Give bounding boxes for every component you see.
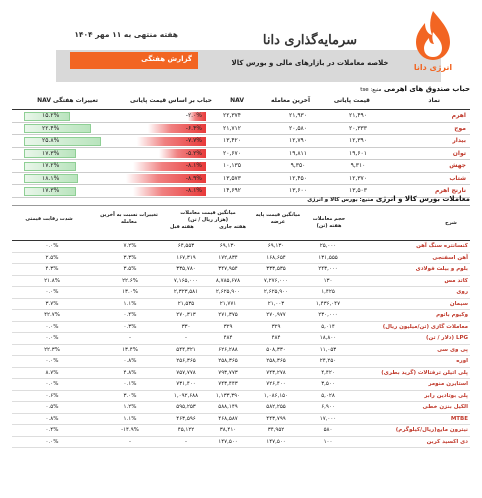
commodity-name: روی (456, 289, 468, 295)
base-price: ۳۲۹ (271, 323, 281, 330)
last-trade: ۱۲,۷۹۰ (288, 137, 308, 144)
competition-intensity: ۰.۰% (45, 243, 59, 249)
col-change (98, 212, 160, 226)
table-row (12, 322, 470, 334)
report-subtitle: خلاصه معاملات در بازارهای مالی و بورس کالا (231, 59, 389, 67)
nav-change-percent: ۱۵.۲% (42, 112, 60, 119)
avg-price-prev-week: ۲۱,۵۳۵ (177, 300, 195, 307)
base-price: ۲۵۸,۳۶۵ (266, 358, 286, 364)
close-price: ۱۲,۳۹۰ (348, 137, 368, 144)
volume-value: ۲۳۰,۰۰۰ (318, 312, 338, 318)
volume-value: ۱,۴۲۵ (321, 289, 335, 295)
commodity-name: MTBE (450, 415, 468, 422)
avg-price-this-week: ۲۷۱,۳۷۵ (218, 312, 238, 318)
nav-change-percent: ۲۲.۴% (42, 124, 60, 132)
avg-price-this-week: ۱۷۲,۸۳۴ (218, 254, 238, 261)
bubble-percent: -۸.۱% (185, 187, 202, 194)
price-change: ۱.۱% (123, 415, 137, 422)
funds-source: منبع: tse (360, 87, 382, 93)
table-row (12, 173, 470, 186)
price-change: ۷.۲% (123, 243, 137, 249)
table-row (12, 160, 470, 173)
price-change: -۱۴.۹% (121, 427, 139, 433)
price-change: ۰.۱% (123, 381, 137, 387)
table-row (12, 276, 470, 288)
table-row (12, 299, 470, 311)
commodity-table (12, 205, 470, 448)
close-price: ۹,۳۱۰ (350, 162, 366, 169)
commodity-name: استایرن منومر (428, 381, 468, 387)
competition-intensity: ۰.۴% (45, 427, 59, 433)
base-price: ۱۶۸,۶۵۴ (266, 254, 286, 261)
fund-symbol: توان (452, 149, 466, 157)
fund-symbol: جهش (449, 162, 466, 169)
col-bubble: حباب بر اساس قیمت پایانی (130, 97, 212, 104)
competition-intensity: ۲۱.۸% (44, 277, 60, 284)
close-price: ۲۱,۴۹۰ (348, 112, 368, 119)
nav-change-percent: ۱۷.۳% (42, 149, 60, 157)
table-row (12, 264, 470, 276)
avg-price-prev-week: ۶۴,۵۵۳ (177, 243, 195, 249)
commodity-title: معاملات بورس کالا و انرژی (375, 195, 470, 203)
volume-value: ۱۷,۰۰۰ (319, 415, 337, 422)
volume-value: ۱۳۱,۵۵۵ (318, 254, 338, 261)
avg-price-prev-week: ۷۳۱,۴۰۰ (176, 381, 196, 387)
funds-table-header (12, 94, 470, 110)
commodity-name: الکیل بنزن خطی (422, 404, 468, 410)
col-volume (306, 216, 352, 230)
bubble-percent: -۵.۲% (185, 149, 202, 157)
base-price: ۴۴۳,۷۹۹ (266, 415, 286, 422)
competition-intensity: ۰.۰% (45, 358, 59, 364)
avg-price-this-week: ۸,۷۸۵,۶۷۸ (215, 277, 241, 284)
competition-intensity: ۴.۳% (45, 266, 59, 272)
fund-symbol: بیدار (452, 137, 466, 144)
commodity-name: LPG (دلار / تن) (426, 335, 468, 341)
base-price: ۷,۲۷۶,۰۰۰ (263, 277, 289, 284)
col-avg-trade-label: میانگین قیمت معاملات (180, 210, 236, 216)
table-row (12, 356, 470, 368)
avg-price-prev-week: - (185, 335, 187, 341)
table-row (12, 310, 470, 322)
nav-value: ۱۰,۱۳۵ (222, 162, 242, 169)
table-row (12, 345, 470, 357)
volume-value: ۵,۰۱۴ (321, 323, 335, 330)
funds-title: حباب صندوق های اهرمی (383, 85, 470, 93)
base-price: ۲,۶۲۵,۹۰۰ (263, 289, 289, 295)
volume-value: ۲۴,۲۵۰ (319, 358, 337, 364)
bubble-percent: -۷.۷% (185, 137, 202, 144)
close-price: ۲۰,۳۳۳ (348, 124, 368, 132)
fund-symbol: اهرم (451, 112, 466, 119)
price-change: ۴.۸% (123, 369, 137, 376)
commodity-name: اوره (456, 358, 468, 364)
volume-value: ۴,۴۲۰ (321, 369, 335, 376)
competition-intensity: ۰.۵% (45, 404, 59, 410)
avg-price-this-week: ۴۸۴ (223, 335, 233, 341)
nav-value: ۲۲,۳۷۴ (222, 112, 242, 119)
table-row (12, 402, 470, 414)
price-change: ۱.۲% (123, 404, 137, 410)
price-change: ۱.۱% (123, 300, 137, 307)
avg-price-prev-week: ۱,۰۹۲,۶۸۸ (173, 392, 199, 399)
logo-text: انرژی دانا (413, 63, 453, 72)
last-trade: ۹,۳۵۰ (290, 162, 306, 169)
competition-intensity: ۰.۶% (45, 392, 59, 399)
avg-price-this-week: ۶۹,۱۳۰ (219, 243, 237, 249)
avg-price-this-week: ۲۵۸,۳۶۵ (218, 358, 238, 364)
commodity-name: آهن اسفنجی (432, 254, 468, 261)
avg-price-this-week: ۱,۱۳۳,۳۹۰ (215, 392, 241, 399)
avg-price-prev-week: ۲۷۰,۳۱۳ (176, 312, 196, 318)
fund-symbol: شتاب (449, 174, 466, 182)
nav-value: ۲۰,۶۷۰ (222, 149, 242, 157)
avg-price-this-week: ۴۶۸,۵۸۷ (218, 415, 238, 422)
avg-price-prev-week: ۲,۳۲۳,۵۸۱ (173, 289, 199, 295)
avg-price-this-week: ۲۱,۷۷۱ (219, 300, 237, 307)
commodity-table-body (12, 241, 470, 448)
col-close: قیمت پایانی (333, 97, 370, 104)
nav-change-percent: ۱۷.۲% (42, 162, 60, 169)
table-row (12, 379, 470, 391)
price-change: ۲۲.۶% (122, 277, 138, 284)
table-row (12, 123, 470, 136)
table-row (12, 368, 470, 380)
col-change-label: تغییرات نسبت به آخرین (100, 212, 158, 218)
col-symbol: نماد (428, 97, 440, 104)
commodity-name: معاملات گازی (تن/میلیون ریال) (382, 323, 468, 330)
base-price: ۳۳۳,۵۳۵ (266, 266, 286, 272)
col-week-prev: هفته قبل (170, 224, 194, 230)
col-nav: NAV (230, 97, 244, 104)
avg-price-prev-week: ۳۳۵,۷۸۰ (176, 266, 196, 272)
avg-price-this-week: ۶۲۶,۲۸۸ (218, 346, 238, 353)
avg-price-prev-week: - (185, 438, 187, 445)
nav-change-bar (24, 137, 101, 146)
bubble-percent: -۶.۴% (185, 124, 202, 132)
competition-intensity: ۸.۷% (45, 369, 59, 376)
competition-intensity: ۰.۰% (45, 335, 59, 341)
base-price: ۷۲۶,۴۰۰ (266, 381, 286, 387)
table-row (12, 148, 470, 161)
avg-price-prev-week: ۵۴۴,۳۲۱ (176, 346, 196, 353)
volume-value: ۵,۰۲۸ (321, 392, 335, 399)
col-competition: شدت رقابت قیمتی (25, 216, 73, 222)
table-row (12, 241, 470, 253)
base-price: ۱۴۷,۵۰۰ (266, 438, 286, 445)
col-week-this: هفته جاری (219, 224, 246, 230)
avg-price-this-week: ۷۹۳,۷۷۳ (218, 369, 238, 376)
competition-intensity: ۳.۷% (45, 300, 59, 307)
price-change: ۰.۳% (123, 323, 137, 330)
close-price: ۱۹,۶۰۱ (348, 149, 368, 157)
commodity-name: پی وی سی (437, 346, 468, 353)
competition-intensity: ۰.۰% (45, 438, 59, 445)
col-avg-trade (166, 210, 250, 232)
avg-price-prev-week: ۴۵,۱۲۲ (177, 427, 195, 433)
avg-price-this-week: ۲,۶۲۵,۹۰۰ (215, 289, 241, 295)
avg-price-this-week: ۳۲۹ (223, 323, 233, 330)
funds-section-title (360, 85, 470, 93)
price-change: ۳.۵% (123, 266, 137, 272)
col-desc: شرح (445, 220, 457, 226)
avg-price-prev-week: ۱۶۷,۳۱۹ (176, 254, 196, 261)
bubble-percent: -۲.۰% (185, 112, 202, 119)
volume-value: ۱۱,۰۵۳ (319, 346, 337, 353)
nav-change-percent: ۱۸.۱% (42, 174, 60, 182)
competition-intensity: ۰.۰% (45, 323, 59, 330)
report-header (0, 0, 482, 84)
flame-icon (408, 8, 458, 63)
price-change: ۱۳.۰% (122, 289, 138, 295)
col-volume-label: حجم معاملات (312, 216, 346, 222)
commodity-name: پلی بوتادین رابر (424, 392, 468, 399)
base-price: ۵۰۸,۳۳۰ (266, 346, 286, 353)
funds-table-body (12, 110, 470, 198)
table-row (12, 425, 470, 437)
base-price: ۵۸۲,۲۵۵ (266, 404, 286, 410)
volume-value: ۳,۵۰۰ (321, 381, 335, 387)
price-change: ۳.۰% (123, 392, 137, 399)
volume-value: ۱,۴۳۶,۰۴۷ (315, 300, 341, 307)
competition-intensity: ۴۲.۷% (44, 312, 60, 318)
table-row (12, 333, 470, 345)
nav-value: ۱۴,۶۹۲ (222, 187, 242, 194)
price-change: - (129, 438, 131, 445)
volume-value: ۱۸,۸۰۰ (319, 335, 337, 341)
col-change-sub: معامله (121, 219, 137, 225)
fund-symbol: موج (454, 124, 466, 132)
avg-price-prev-week: ۲۵۶,۳۶۵ (176, 358, 196, 364)
funds-table (12, 94, 470, 198)
volume-value: ۲۵,۰۰۰ (319, 243, 337, 249)
base-price: ۱,۰۸۶,۱۵۰ (263, 392, 289, 399)
avg-price-prev-week: ۴۶۳,۵۹۶ (176, 415, 196, 422)
commodity-name: نیترون مایع(ریال/کیلوگرم) (395, 427, 468, 433)
nav-value: ۲۱,۷۱۲ (222, 124, 242, 132)
commodity-name: بلوم و بیلت فولادی (415, 266, 468, 272)
commodity-name: کنسانتره سنگ آهن (416, 243, 468, 249)
col-base (254, 212, 302, 226)
base-price: ۲۷۰,۹۷۷ (266, 312, 286, 318)
close-price: ۱۲,۳۷۰ (348, 174, 368, 182)
base-price: ۶۹,۱۳۰ (267, 243, 285, 249)
last-trade: ۱۲,۴۵۰ (288, 174, 308, 182)
col-base-label: میانگین قیمت پایه (255, 212, 301, 218)
table-row (12, 135, 470, 148)
competition-intensity: ۰.۰% (45, 289, 59, 295)
volume-value: ۱۰۰ (323, 438, 333, 445)
close-price: ۱۳,۵۰۳ (348, 187, 368, 194)
commodity-table-header (12, 205, 470, 241)
avg-price-this-week: ۱۴۷,۵۰۰ (218, 438, 238, 445)
avg-price-this-week: ۵۸۸,۱۴۹ (218, 404, 238, 410)
dana-energy-logo (408, 8, 458, 80)
commodity-name: سیمان (449, 300, 468, 307)
competition-intensity: ۰.۰% (45, 381, 59, 387)
last-trade: ۲۱,۹۳۰ (288, 112, 308, 119)
nav-change-percent: ۲۵.۸% (42, 137, 60, 144)
bubble-percent: -۸.۱% (185, 162, 202, 169)
brand-title: سرمایه‌گذاری دانا (262, 33, 358, 48)
report-label: گزارش هفتگی (70, 52, 198, 69)
price-change: ۰.۴% (123, 312, 137, 318)
table-row (12, 110, 470, 123)
avg-price-this-week: ۳۸,۴۱۰ (219, 427, 237, 433)
volume-value: ۲۴۳,۰۰۰ (318, 266, 338, 272)
base-price: ۷۴۳,۲۷۸ (266, 369, 286, 376)
fund-symbol: نارنج اهرم (435, 187, 466, 194)
commodity-source: منبع: بورس کالا و انرژی (307, 197, 374, 203)
competition-intensity: ۲.۵% (45, 254, 59, 261)
volume-value: ۶,۹۰۰ (321, 404, 335, 410)
price-change: ۰.۸% (123, 358, 137, 364)
volume-value: ۵۸۰ (323, 427, 333, 433)
table-row (12, 253, 470, 265)
avg-price-prev-week: ۵۹۵,۲۵۳ (176, 404, 196, 410)
nav-value: ۱۳,۴۲۰ (222, 137, 242, 144)
report-date: هفته منتهی به ۱۱ مهر ۱۴۰۴ (74, 30, 178, 39)
commodity-name: کاتد مس (444, 277, 468, 284)
commodity-section-title (307, 195, 470, 203)
col-avg-trade-unit: (هزار ریال / تن) (187, 217, 229, 223)
col-nav-change: تغییرات هفتگی NAV (37, 97, 98, 104)
nav-change-percent: ۱۷.۳% (42, 187, 60, 194)
bubble-percent: -۸.۹% (185, 174, 202, 182)
commodity-name: پلی اتیلن ترفتالات (گرید بطری) (381, 369, 468, 376)
base-price: ۲۱,۰۰۳ (267, 300, 285, 307)
avg-price-prev-week: ۳۳۰ (181, 323, 191, 330)
base-price: ۳۴,۹۵۲ (267, 427, 285, 433)
competition-intensity: ۲۲.۳% (44, 346, 60, 353)
commodity-name: وکیوم باتوم (436, 312, 468, 318)
last-trade: ۱۳,۶۰۰ (288, 187, 308, 194)
nav-value: ۱۳,۵۷۳ (222, 174, 242, 182)
table-row (12, 437, 470, 449)
table-row (12, 391, 470, 403)
avg-price-this-week: ۷۴۳,۴۴۳ (218, 381, 238, 387)
avg-price-this-week: ۳۴۷,۹۵۴ (218, 266, 238, 272)
avg-price-prev-week: ۷,۱۶۵,۰۰۰ (173, 277, 199, 284)
base-price: ۴۸۴ (271, 335, 281, 341)
avg-price-prev-week: ۷۵۷,۷۷۸ (176, 369, 196, 376)
price-change: ۱۳.۴% (122, 346, 138, 353)
last-trade: ۱۹,۸۱۱ (288, 149, 308, 157)
table-row (12, 414, 470, 426)
col-base-sub: عرضه (270, 219, 286, 225)
col-last: آخرین معامله (270, 97, 310, 104)
commodity-name: دی اکسید کربن (426, 438, 468, 445)
volume-value: ۱۳۰ (323, 277, 333, 284)
col-volume-unit: هفته (تن) (316, 223, 342, 229)
price-change: - (129, 335, 131, 341)
table-row (12, 287, 470, 299)
last-trade: ۲۰,۵۸۰ (288, 124, 308, 132)
competition-intensity: ۰.۸% (45, 415, 59, 422)
price-change: ۳.۳% (123, 254, 137, 261)
